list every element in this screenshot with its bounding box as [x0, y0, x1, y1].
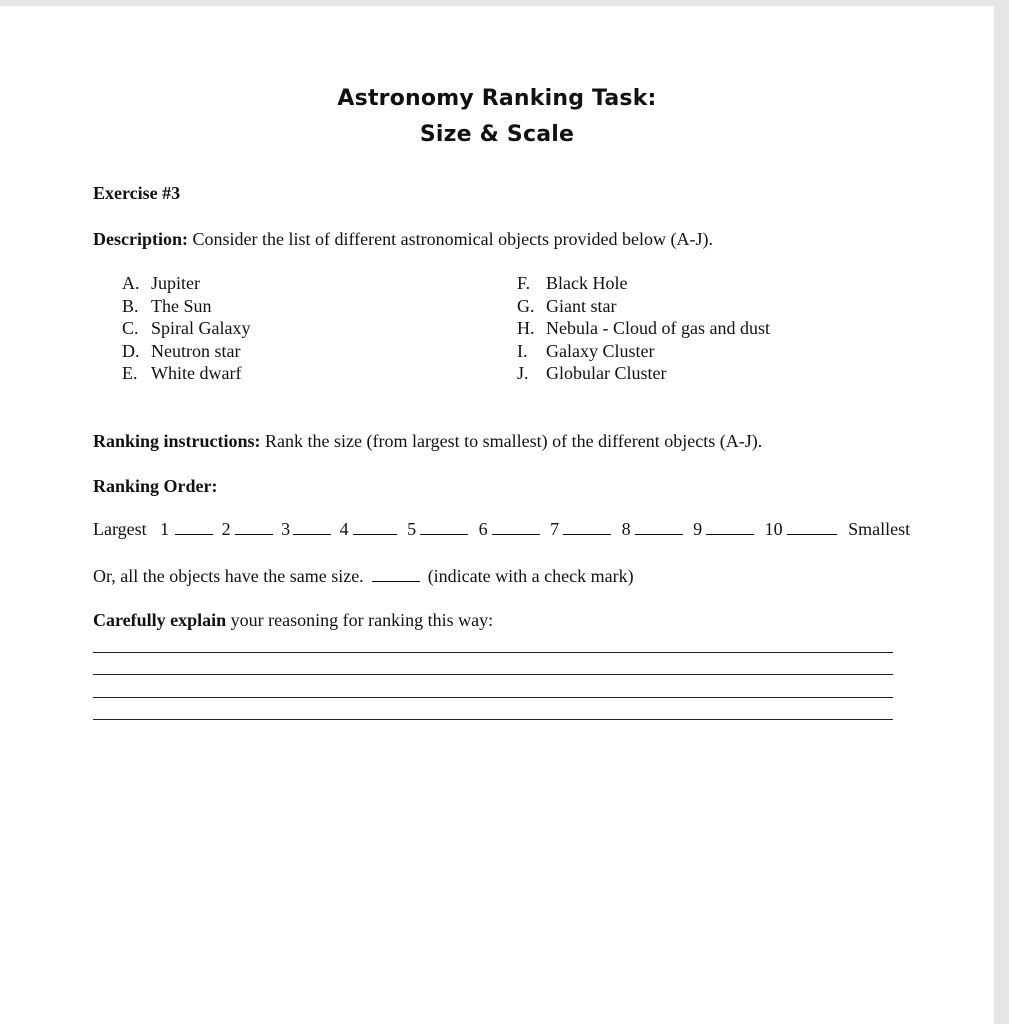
ranking-instructions: [93, 430, 762, 452]
list-item: D. Neutron star: [122, 340, 241, 361]
rank-number: 3: [281, 519, 291, 539]
list-item: I. Galaxy Cluster: [517, 340, 655, 361]
smallest-label: Smallest: [848, 519, 911, 539]
same-size-row: [93, 565, 634, 587]
explain-prompt: [93, 609, 493, 631]
rank-slot-8[interactable]: [635, 520, 683, 535]
rank-slot-5[interactable]: [420, 520, 468, 535]
explain-label: Carefully explain: [93, 610, 227, 630]
rank-slot-7[interactable]: [563, 520, 611, 535]
list-item: J. Globular Cluster: [517, 363, 667, 383]
rank-number: 5: [407, 519, 417, 539]
ranking-order-label: Ranking Order:: [93, 476, 218, 496]
rank-number: 9: [693, 519, 703, 539]
description-text: Consider the list of different astronomical objects provided below (A-J).: [192, 229, 714, 249]
list-item: C. Spiral Galaxy: [122, 318, 251, 338]
rank-slot-2[interactable]: [235, 520, 273, 535]
rank-slot-6[interactable]: [492, 520, 540, 535]
page-title-line2: Size & Scale: [419, 122, 575, 147]
list-item: H. Nebula - Cloud of gas and dust: [517, 318, 770, 338]
list-item: E. White dwarf: [122, 363, 242, 383]
rank-number: 6: [478, 519, 488, 539]
same-size-text: Or, all the objects have the same size.: [93, 566, 364, 586]
rank-slot-3[interactable]: [293, 520, 331, 535]
rank-number: 7: [550, 519, 560, 539]
rank-slot-10[interactable]: [787, 520, 837, 535]
description: [93, 228, 713, 250]
rank-number: 4: [339, 519, 349, 539]
ranking-order-row: [93, 518, 910, 540]
answer-line-4[interactable]: [93, 719, 893, 720]
objects-list-right: [517, 272, 770, 385]
ranking-instructions-text: Rank the size (from largest to smallest) of the different objects (A-J).: [265, 431, 763, 451]
worksheet-page: [0, 6, 994, 1024]
list-item: A. Jupiter: [122, 273, 200, 293]
answer-line-1[interactable]: [93, 652, 893, 653]
objects-list-left: [122, 272, 250, 385]
answer-line-3[interactable]: [93, 697, 893, 698]
rank-slot-9[interactable]: [706, 520, 754, 535]
answer-line-2[interactable]: [93, 674, 893, 675]
same-size-check-blank[interactable]: [372, 567, 420, 582]
rank-number: 1: [160, 519, 170, 539]
list-item: B. The Sun: [122, 295, 212, 316]
list-item: G. Giant star: [517, 295, 617, 316]
exercise-number: Exercise #3: [93, 183, 181, 203]
largest-label: Largest: [93, 519, 147, 539]
page-title-line1: Astronomy Ranking Task:: [337, 86, 657, 111]
list-item: F. Black Hole: [517, 273, 628, 293]
ranking-instructions-label: Ranking instructions:: [93, 431, 261, 451]
rank-slot-4[interactable]: [353, 520, 397, 535]
explain-text: your reasoning for ranking this way:: [230, 610, 494, 630]
rank-number: 2: [221, 519, 231, 539]
rank-slot-1[interactable]: [175, 520, 213, 535]
rank-number: 10: [764, 519, 783, 539]
description-label: Description:: [93, 229, 188, 249]
rank-number: 8: [621, 519, 631, 539]
same-size-note: (indicate with a check mark): [427, 566, 634, 586]
